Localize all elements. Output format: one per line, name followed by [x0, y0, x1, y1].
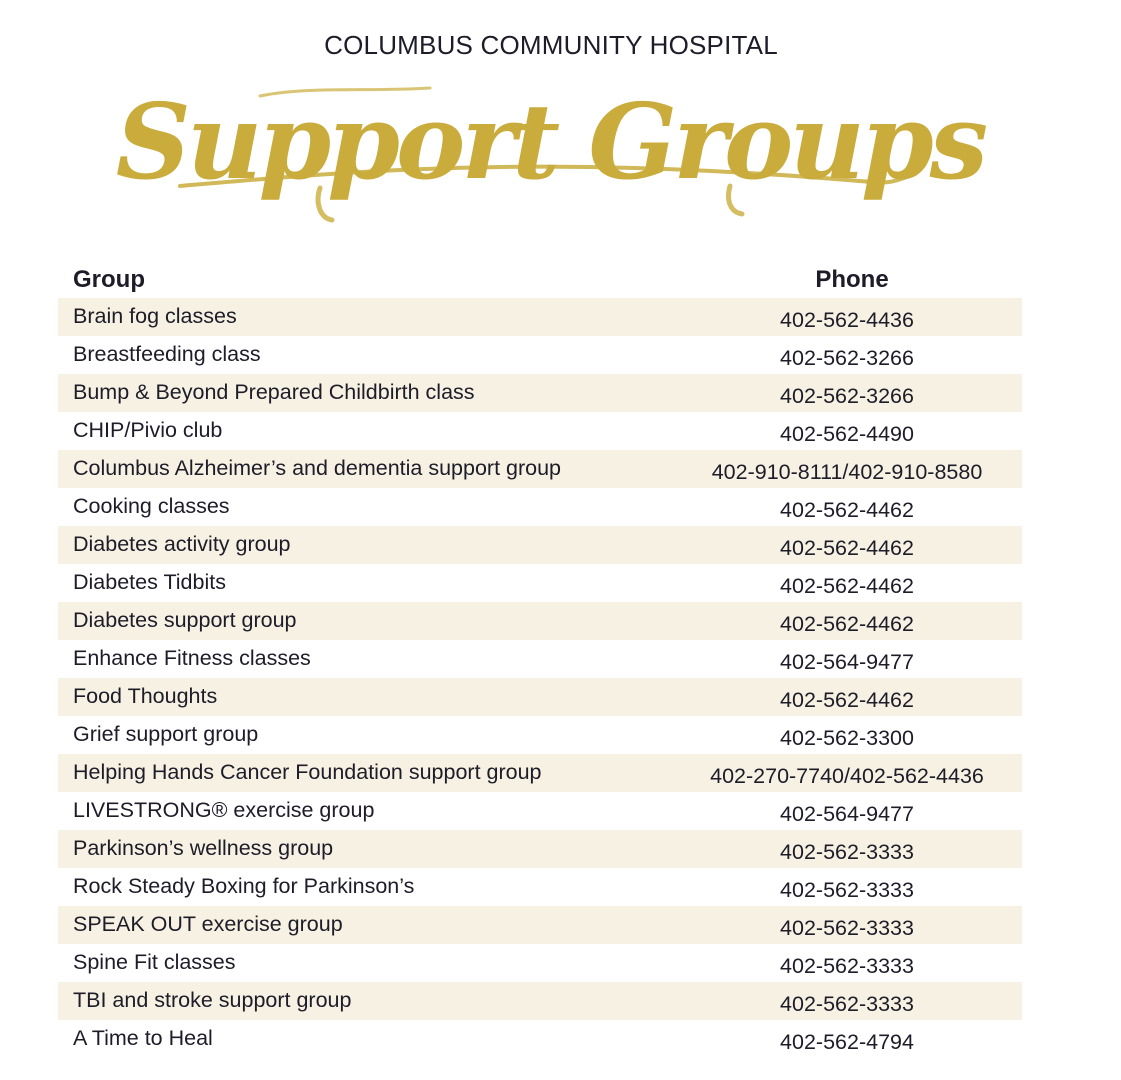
group-name: TBI and stroke support group	[73, 988, 352, 1012]
table-row: Diabetes Tidbits 402-562-4462	[73, 570, 914, 598]
group-name: Diabetes Tidbits	[73, 570, 226, 594]
title-text: Support Groups	[115, 80, 985, 203]
table-header: Group Phone	[73, 266, 889, 293]
table-body	[58, 298, 1022, 1058]
group-name: Spine Fit classes	[73, 950, 236, 974]
group-name: Cooking classes	[73, 494, 230, 518]
group-name: Diabetes activity group	[73, 532, 291, 556]
table-row: TBI and stroke support group 402-562-3333	[58, 982, 1022, 1020]
table-row: Rock Steady Boxing for Parkinson’s 402-562-3333	[73, 874, 914, 902]
group-name: Helping Hands Cancer Foundation support group	[73, 760, 542, 784]
table-row: Enhance Fitness classes 402-564-9477	[73, 646, 914, 674]
table-row: Parkinson’s wellness group 402-562-3333	[58, 830, 1022, 868]
group-name: Food Thoughts	[73, 684, 218, 708]
group-name: A Time to Heal	[73, 1026, 213, 1050]
group-name: Enhance Fitness classes	[73, 646, 311, 670]
group-column-header: Group	[73, 266, 145, 293]
hospital-name: COLUMBUS COMMUNITY HOSPITAL	[324, 30, 778, 60]
group-name: SPEAK OUT exercise group	[73, 912, 343, 936]
table-row: Columbus Alzheimer’s and dementia support group 402-910-8111/402-910-8580	[58, 450, 1022, 488]
group-name: CHIP/Pivio club	[73, 418, 223, 442]
group-name: Breastfeeding class	[73, 342, 261, 366]
table-row: Diabetes support group 402-562-4462	[58, 602, 1022, 640]
group-name: Rock Steady Boxing for Parkinson’s	[73, 874, 415, 898]
table-row: Spine Fit classes 402-562-3333	[73, 950, 914, 978]
table-row: Diabetes activity group 402-562-4462	[58, 526, 1022, 564]
table-row: Cooking classes 402-562-4462	[73, 494, 914, 522]
table-row: Food Thoughts 402-562-4462	[58, 678, 1022, 716]
table-row: Brain fog classes 402-562-4436	[58, 298, 1022, 336]
table-row: Breastfeeding class 402-562-3266	[73, 342, 914, 370]
table-row: Bump & Beyond Prepared Childbirth class 402-562-3266	[58, 374, 1022, 412]
group-name: Diabetes support group	[73, 608, 297, 632]
group-name: Columbus Alzheimer’s and dementia support group	[73, 456, 562, 480]
table-row: SPEAK OUT exercise group 402-562-3333	[58, 906, 1022, 944]
group-name: Brain fog classes	[73, 304, 237, 328]
table-row: A Time to Heal 402-562-4794	[73, 1026, 914, 1054]
table-row: Helping Hands Cancer Foundation support group 402-270-7740/402-562-4436	[58, 754, 1022, 792]
group-name: Bump & Beyond Prepared Childbirth class	[73, 380, 475, 404]
group-name: Parkinson’s wellness group	[73, 836, 334, 860]
table-row: CHIP/Pivio club 402-562-4490	[73, 418, 914, 446]
table-row: Grief support group 402-562-3300	[73, 722, 914, 750]
group-name: Grief support group	[73, 722, 259, 746]
table-row: LIVESTRONG® exercise group 402-564-9477	[73, 798, 914, 826]
group-name: LIVESTRONG® exercise group	[73, 798, 375, 822]
support-groups-table	[58, 262, 1022, 1058]
title-script	[115, 78, 985, 228]
